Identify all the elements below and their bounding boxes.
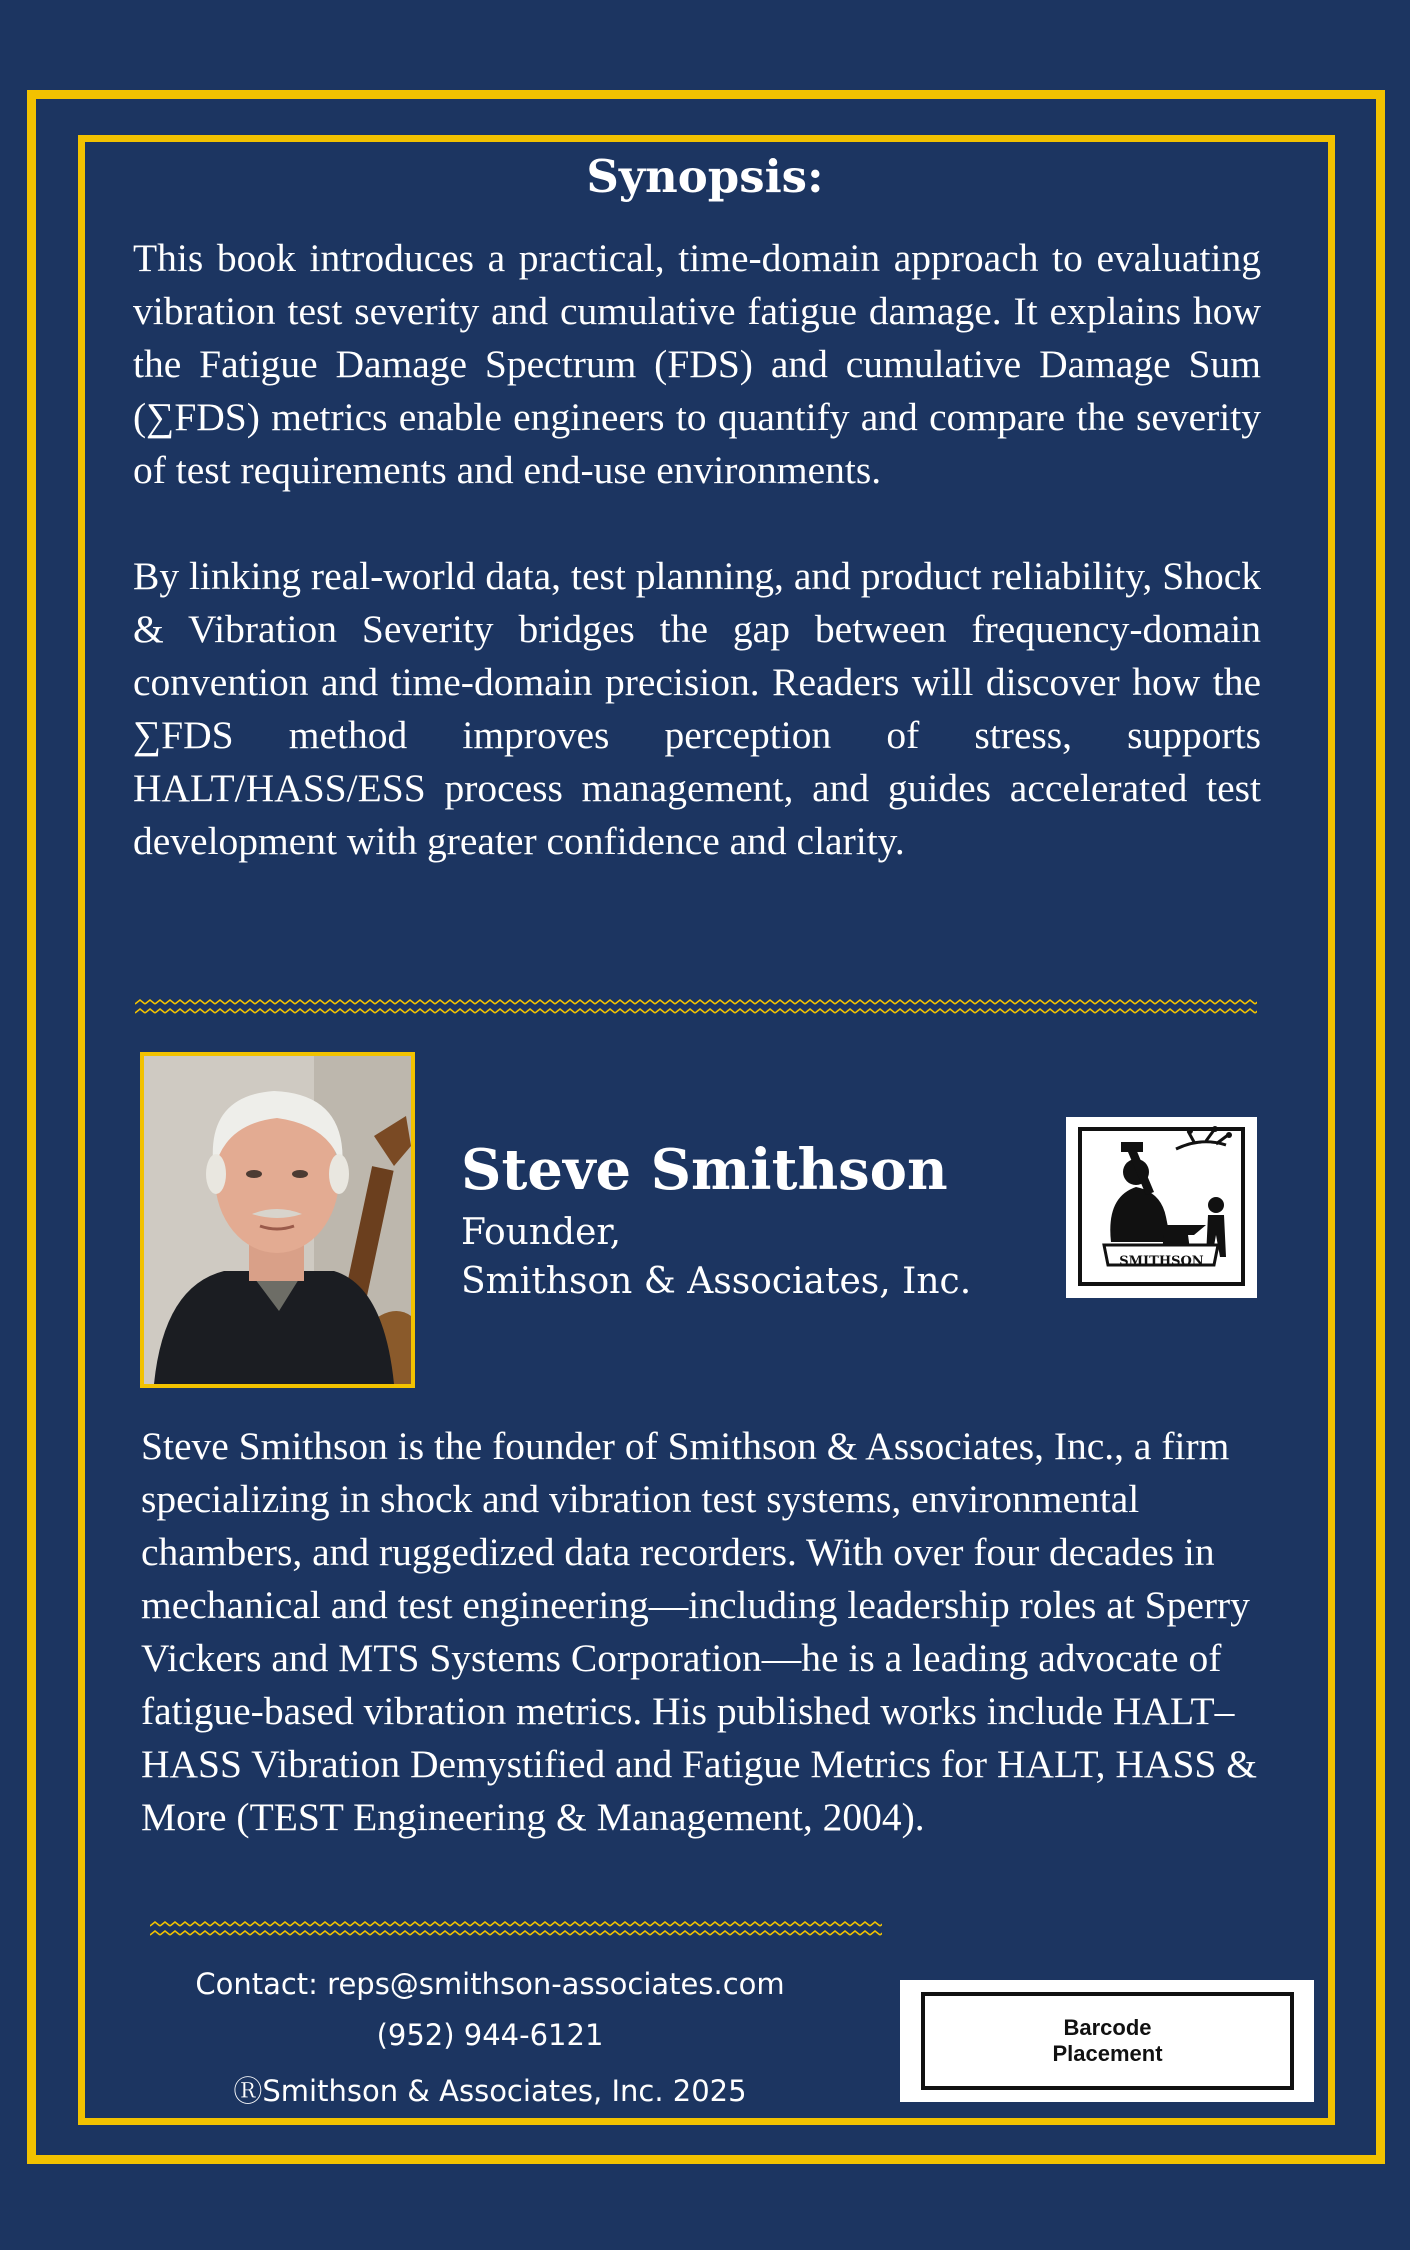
logo-text: SMITHSON	[1119, 1254, 1204, 1269]
author-role	[461, 1208, 971, 1306]
synopsis-paragraph-2: By linking real-world data, test planning, and product reliability, Shock & Vibration Severity bridges the gap between frequency-domain convention and time-domain precision. Readers will discover how the ∑FDS method improves perception of stress, supports HALT/HASS/ESS process management, and guides accelerated test development with greater confidence and clarity.	[133, 554, 1261, 863]
author-role-title: Founder,	[461, 1212, 622, 1253]
author-role-company: Smithson & Associates, Inc.	[461, 1261, 972, 1302]
author-name: Steve Smithson	[461, 1137, 948, 1203]
synopsis-heading: Synopsis:	[586, 150, 824, 203]
zigzag-divider-top	[135, 998, 1257, 1020]
contact-phone: (952) 944-6121	[376, 2018, 604, 2052]
synopsis-paragraph-1: This book introduces a practical, time-domain approach to evaluating vibration test severity and cumulative fatigue damage. It explains how the Fatigue Damage Spectrum (FDS) and cumulative Damage Sum (∑FDS) metrics enable engineers to quantify and compare the severity of test requirements and end-use environments.	[133, 236, 1261, 492]
synopsis-text	[133, 232, 1261, 868]
barcode-placeholder	[921, 1992, 1294, 2090]
smithson-logo	[1066, 1117, 1257, 1298]
copyright-notice: ⓇSmithson & Associates, Inc. 2025	[233, 2074, 747, 2108]
barcode-area	[900, 1980, 1314, 2102]
barcode-label: Barcode Placement	[1052, 2015, 1163, 2066]
contact-email: Contact: reps@smithson-associates.com	[195, 1967, 785, 2001]
blacksmith-logo-icon	[1066, 1117, 1257, 1298]
zigzag-divider-bottom	[150, 1920, 882, 1942]
author-bio: Steve Smithson is the founder of Smithson & Associates, Inc., a firm specializing in shock and vibration test systems, environmental chambers, and ruggedized data recorders. With over four decades in mechanical and test engineering—including leadership roles at Sperry Vickers and MTS Systems Corporation—he is a leading advocate of fatigue-based vibration metrics. His published works include HALT–HASS Vibration Demystified and Fatigue Metrics for HALT, HASS & More (TEST Engineering & Management, 2004).	[141, 1424, 1257, 1839]
author-photo	[140, 1052, 415, 1388]
